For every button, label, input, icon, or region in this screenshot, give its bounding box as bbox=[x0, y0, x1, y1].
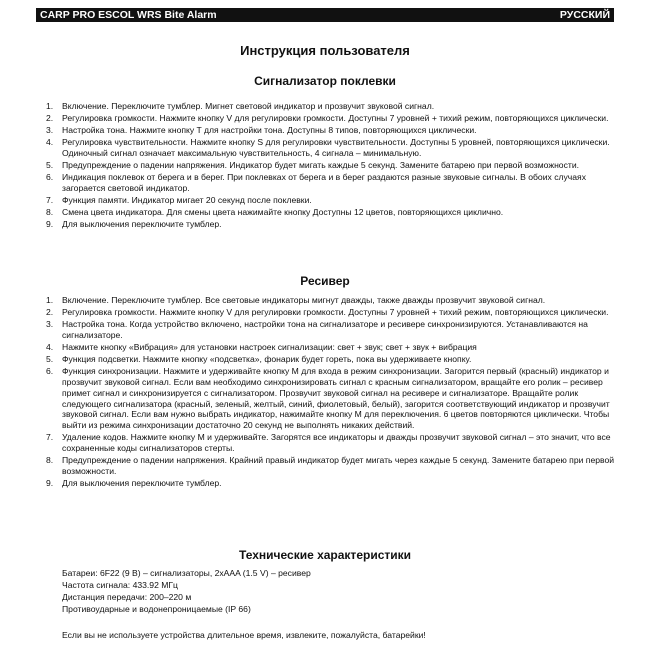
list-item: Включение. Переключите тумблер. Все световые индикаторы мигнут дважды, также дважды прозвучит звуковой сигнал. bbox=[62, 295, 546, 305]
list-item: Регулировка громкости. Нажмите кнопку V для регулировки громкости. Доступны 7 уровней + тихий режим, повторяющихся циклически. bbox=[62, 307, 609, 318]
list-item: Регулировка чувствительности. Нажмите кнопку S для регулировки чувствительности. Доступны 5 уровней, повторяющихся циклически. Одиночный сигнал означает максимальную чувствительность, 4 сигнала – минимальную. bbox=[62, 137, 610, 159]
spec-line-range: Дистанция передачи: 200–220 м bbox=[62, 592, 192, 602]
list-item: Для выключения переключите тумблер. bbox=[62, 478, 222, 489]
list-item: Смена цвета индикатора. Для смены цвета нажимайте кнопку Доступны 12 цветов, повторяющихся циклично. bbox=[62, 207, 504, 218]
list-item: Функция памяти. Индикатор мигает 20 секунд после поклевки. bbox=[62, 195, 312, 206]
list-item: Настройка тона. Когда устройство включено, настройки тона на сигнализаторе и ресивере синхронизируются. Устанавливаются на сигнализаторе. bbox=[62, 319, 588, 340]
section-title-specs: Технические характеристики bbox=[238, 548, 412, 562]
list-item: Предупреждение о падении напряжения. Крайний правый индикатор будет мигать через каждые 5 секунд. Замените батарею при первой возможности. bbox=[62, 455, 615, 477]
list-item: Функция синхронизации. Нажмите и удерживайте кнопку M для входа в режим синхронизации. Загорится первый (красный) индикатор и прозвучит звуковой сигнал. Если вам необходимо синхронизировать сигнал с красным сигнализатором, вращайте его ролик – ресивер примет сигнал и синхронизируется с сигнализатором. Прозвучит звуковой сигнал на ресивере и сигнализаторе. Вращайте ролик следующего сигнализатора (красный, зеленый, желтый, синий, фиолетовый, белый), загорится соответствующий индикатор и прозвучит звуковой сигнал. Если вам нужно выбрать индикатор, нажимайте кнопку M для переключения. 6 цветов повторяются циклически. Чтобы выйти из режима синхронизации достаточно 20 секунд не выполнять никаких действий. bbox=[62, 366, 610, 431]
list-item: Предупреждение о падении напряжения. Индикатор будет мигать каждые 5 секунд. Замените батарею при первой возможности. bbox=[62, 160, 580, 171]
list-item: Функция подсветки. Нажмите кнопку «подсветка», фонарик будет гореть, пока вы удерживаете кнопку. bbox=[62, 354, 472, 365]
list-item: Настройка тона. Нажмите кнопку T для настройки тона. Доступны 8 типов, повторяющихся циклически. bbox=[62, 125, 477, 136]
list-item: Удаление кодов. Нажмите кнопку M и удерживайте. Загорятся все индикаторы и дважды прозвучит звуковой сигнал – это значит, что все сохраненные коды сигнализаторов стерты. bbox=[62, 432, 611, 454]
document-title: Инструкция пользователя bbox=[240, 43, 410, 58]
list-item: Нажмите кнопку «Вибрация» для установки настроек сигнализации: свет + звук; свет + звук + вибрация bbox=[62, 342, 477, 353]
receiver-instructions-list bbox=[36, 295, 620, 490]
footer-note: Если вы не используете устройства длительное время, извлеките, пожалуйста, батарейки! bbox=[62, 630, 426, 640]
list-item: Регулировка громкости. Нажмите кнопку V для регулировки громкости. Доступны 7 уровней + тихий режим, повторяющихся циклически. bbox=[62, 113, 609, 124]
spec-line-protection: Противоударные и водонепроницаемые (IP 66) bbox=[62, 604, 251, 614]
section-title-alarm: Сигнализатор поклевки bbox=[254, 74, 396, 88]
section-title-receiver: Ресивер bbox=[300, 274, 350, 288]
spec-line-batteries: Батареи: 6F22 (9 В) – сигнализаторы, 2xAAA (1.5 V) – ресивер bbox=[62, 568, 311, 578]
language-label: РУССКИЙ bbox=[559, 9, 610, 21]
specs-block bbox=[62, 567, 311, 615]
list-item: Для выключения переключите тумблер. bbox=[62, 219, 222, 230]
spec-line-frequency: Частота сигнала: 433.92 МГц bbox=[62, 580, 178, 590]
product-name: CARP PRO ESCOL WRS Bite Alarm bbox=[40, 9, 217, 21]
header-bar bbox=[36, 8, 614, 22]
list-item: Включение. Переключите тумблер. Мигнет световой индикатор и прозвучит звуковой сигнал. bbox=[62, 101, 435, 111]
list-item: Индикация поклевок от берега и в берег. При поклевках от берега и в берег раздаются разные звуковые сигналы. В обоих случаях загорается световой индикатор. bbox=[62, 172, 587, 194]
alarm-instructions-list bbox=[36, 101, 620, 231]
